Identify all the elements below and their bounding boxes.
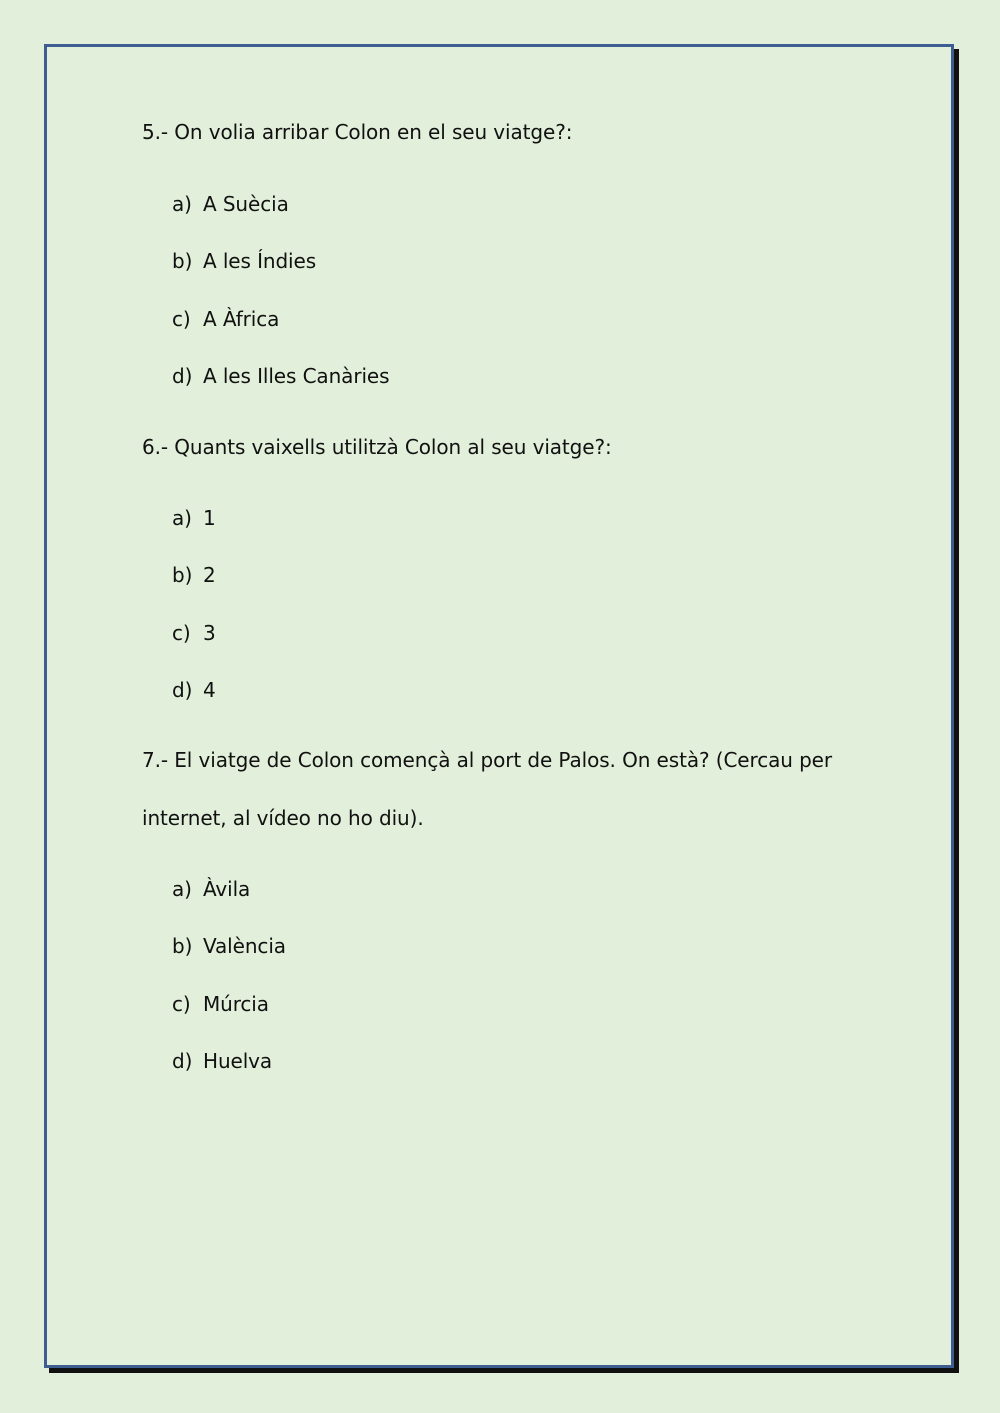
option-5a[interactable] <box>172 192 289 216</box>
option-7a[interactable] <box>172 877 250 901</box>
option-text: 3 <box>203 621 216 645</box>
option-letter: d) <box>172 1049 193 1073</box>
option-5c[interactable] <box>172 307 279 331</box>
option-5b[interactable] <box>172 249 316 273</box>
option-letter: d) <box>172 678 193 702</box>
option-text: A les Illes Canàries <box>203 364 390 388</box>
option-5d[interactable] <box>172 364 389 388</box>
question-5: 5.- On volia arribar Colon en el seu viatge?: <box>142 120 573 144</box>
option-text: Àvila <box>203 877 251 901</box>
option-text: 4 <box>203 678 216 702</box>
page-border <box>44 44 954 1368</box>
option-text: 1 <box>203 506 216 530</box>
option-text: A Suècia <box>203 192 289 216</box>
option-7c[interactable] <box>172 992 269 1016</box>
option-7b[interactable] <box>172 934 286 958</box>
option-text: 2 <box>203 563 216 587</box>
option-text: Múrcia <box>203 992 269 1016</box>
option-text: València <box>203 934 286 958</box>
option-7d[interactable] <box>172 1049 272 1073</box>
option-6a[interactable] <box>172 506 216 530</box>
question-7-line-2: internet, al vídeo no ho diu). <box>142 806 424 830</box>
question-6: 6.- Quants vaixells utilitzà Colon al seu viatge?: <box>142 435 612 459</box>
option-letter: a) <box>172 506 192 530</box>
option-text: Huelva <box>203 1049 273 1073</box>
option-6b[interactable] <box>172 563 216 587</box>
option-letter: a) <box>172 877 192 901</box>
option-text: A les Índies <box>203 249 317 273</box>
option-text: A Àfrica <box>203 307 280 331</box>
option-6c[interactable] <box>172 621 216 645</box>
question-7-line-1: 7.- El viatge de Colon començà al port de Palos. On està? (Cercau per <box>142 748 833 772</box>
option-letter: a) <box>172 192 192 216</box>
option-letter: c) <box>172 621 191 645</box>
option-6d[interactable] <box>172 678 216 702</box>
option-letter: d) <box>172 364 193 388</box>
option-letter: b) <box>172 934 193 958</box>
option-letter: b) <box>172 249 193 273</box>
option-letter: b) <box>172 563 193 587</box>
option-letter: c) <box>172 307 191 331</box>
option-letter: c) <box>172 992 191 1016</box>
